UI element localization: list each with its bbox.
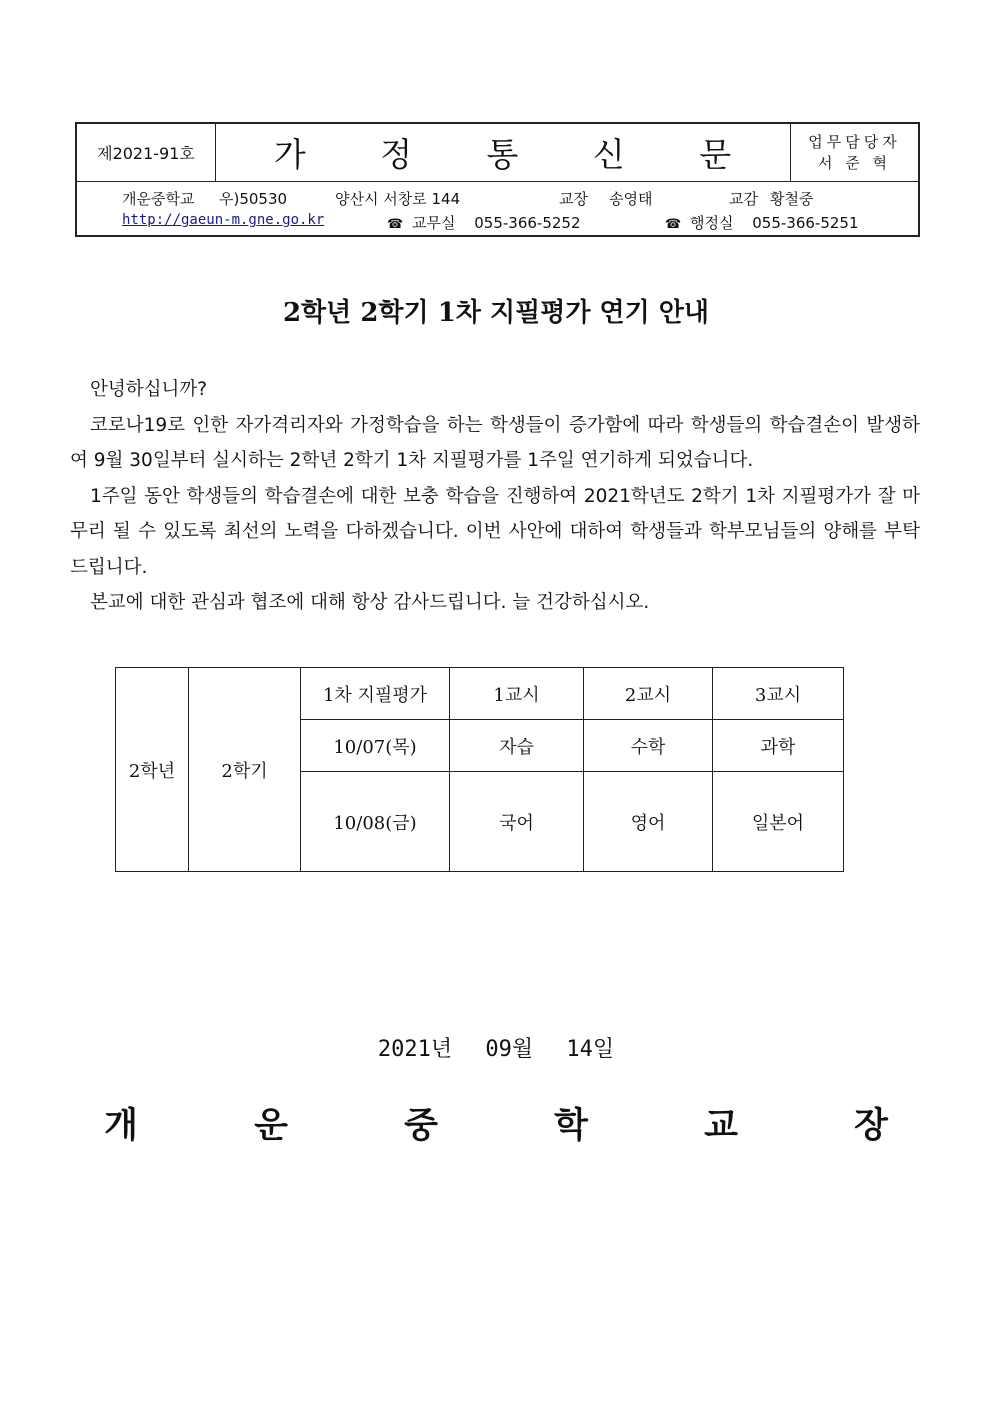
telephone-icon: ☎: [665, 217, 682, 232]
subject-cell: 자습: [450, 720, 584, 772]
principal-name: 송영태: [609, 190, 653, 208]
school-address: 양산시 서창로 144: [335, 190, 461, 208]
school-website-link[interactable]: http://gaeun-m.gne.go.kr: [122, 212, 325, 228]
exam-date: 10/07(목): [301, 720, 450, 772]
paragraph-1: 코로나19로 인한 자가격리자와 가정학습을 하는 학생들이 증가함에 따라 학생들의 학습결손이 발생하여 9월 30일부터 실시하는 2학년 2학기 1차 지필평가를 1주일 연기하게 되었습니다.: [70, 414, 920, 471]
subject-cell: 일본어: [713, 772, 844, 872]
notice-body: [70, 372, 920, 621]
issue-number: 제2021-91호: [77, 124, 216, 181]
office1-contact: [387, 212, 581, 233]
school-name: 개운중학교: [122, 190, 195, 208]
staff-role: 업무담당자: [808, 132, 901, 151]
subject-cell: 국어: [450, 772, 584, 872]
school-principal-signature: 개 운 중 학 교 장: [104, 1105, 940, 1146]
letterhead-info-row: [77, 182, 918, 235]
office2-phone: 055-366-5251: [752, 214, 859, 232]
column-header: 1교시: [450, 668, 584, 720]
column-header: 1차 지필평가: [301, 668, 450, 720]
office1-phone: 055-366-5252: [474, 214, 581, 232]
greeting: 안녕하십니까?: [90, 379, 208, 400]
date-day: 14일: [566, 1037, 615, 1062]
date-month: 09월: [485, 1037, 534, 1062]
grade-cell: 2학년: [116, 668, 189, 872]
issue-date: [0, 1032, 992, 1063]
telephone-icon: ☎: [387, 217, 404, 232]
notice-title: 2학년 2학기 1차 지필평가 연기 안내: [282, 298, 710, 328]
subject-cell: 과학: [713, 720, 844, 772]
letterhead: [75, 122, 920, 237]
exam-schedule-table: [115, 667, 844, 872]
date-year: 2021년: [377, 1037, 453, 1062]
subject-cell: 영어: [584, 772, 713, 872]
office1-label: 교무실: [411, 214, 456, 232]
table-header-row: [116, 668, 844, 720]
vice-principal-name: 황철중: [770, 190, 814, 208]
principal-label: 교장: [559, 190, 588, 208]
paragraph-2: 1주일 동안 학생들의 학습결손에 대한 보충 학습을 진행하여 2021학년도 2학기 1차 지필평가가 잘 마무리 될 수 있도록 최선의 노력을 다하겠습니다. 이번 사안에 대하여 학생들과 학부모님들의 양해를 부탁드립니다.: [70, 485, 920, 578]
staff-name: 서 준 혁: [817, 153, 891, 172]
column-header: 2교시: [584, 668, 713, 720]
semester-cell: 2학기: [189, 668, 301, 872]
subject-cell: 수학: [584, 720, 713, 772]
office2-label: 행정실: [689, 214, 734, 232]
column-header: 3교시: [713, 668, 844, 720]
office2-contact: [665, 212, 859, 233]
staff-in-charge: [791, 124, 918, 181]
closing-paragraph: 본교에 대한 관심과 협조에 대해 항상 감사드립니다. 늘 건강하십시오.: [90, 592, 650, 613]
newsletter-title: 가 정 통 신 문: [215, 124, 791, 181]
exam-date: 10/08(금): [301, 772, 450, 872]
vice-principal-label: 교감: [729, 190, 758, 208]
postal-code: 우)50530: [219, 190, 288, 208]
letterhead-top-row: [77, 124, 918, 182]
